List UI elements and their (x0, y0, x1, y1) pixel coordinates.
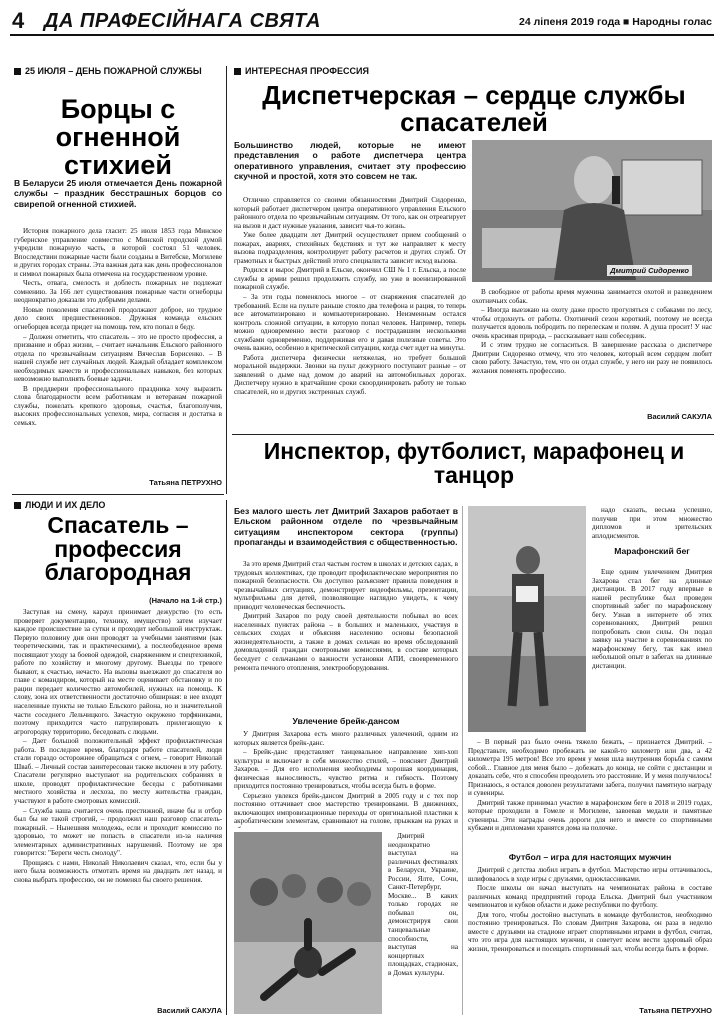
article3-title: Спасатель – профессия благородная (44, 512, 192, 586)
dispatcher-photo (472, 140, 712, 282)
article4-title: Инспектор, футболист, марафонец и танцор (263, 438, 685, 488)
paragraph: – Должен отметить, что спасатель – это не просто профессия, а призвание и образ жизни, – считает начальник Ельского районного отдела по чрезвычайным ситуациям Вячеслав Борисенко. – В нашей службе нет случайных людей. Каждый обладает комплексом необходимых качеств и профессиональных навыков, без которых невозможно выполнять боевые задачи. (14, 332, 222, 384)
paragraph: В преддверии профессионального праздника хочу выразить слова благодарности всем работникам и ветеранам пожарной службы, пожелать крепкого здоровья, счастья, благополучия, высоких профессиональных успехов, мира, согласия и достатка в семьях. (14, 384, 222, 428)
page-header (10, 6, 714, 36)
paragraph: – Иногда выезжаю на охоту даже просто прогуляться с собаками по лесу, чтобы отдохнуть от работы. Охотничий сезон короткий, поэтому не всегда получается вдоволь побродить по перелескам и полям. А душа просит! У нас очень красивая природа, – рассказывает наш собеседник. (472, 306, 712, 340)
breakdance-photo (234, 832, 382, 1014)
section-title: ДА ПРАФЕСІЙНАГА СВЯТА (44, 10, 321, 32)
article4-col2-after (468, 738, 712, 846)
article1-rubric: 25 ИЮЛЯ – ДЕНЬ ПОЖАРНОЙ СЛУЖБЫ (14, 66, 222, 77)
paragraph: За это время Дмитрий стал частым гостем в школах и детских садах, в трудовых коллективах, где проводит профилактические мероприятия по пожарной безопасности. Он доступно разъясняет правила поведения в чрезвычайных ситуациях, демонстрирует видеофильмы, презентации, мультфильмы для детей, позволяющие наглядно увидеть, к чему приводит человеческая беспечность. (234, 560, 458, 611)
article4-lead: Без малого шесть лет Дмитрий Захаров работает в Ельском районном отделе по чрезвычайным ситуациям инспектором сектора (группы) пропаганды и взаимодействия с общественностью. (234, 506, 458, 548)
paragraph: Для того, чтобы достойно выступать в команде футболистов, необходимо постоянно тренироваться. По словам Дмитрия Захарова, он раза в неделю вместе с друзьями на стадионе играет спортивными играми в футбол, считая, что это игра для настоящих мужчин, и советует всем вести здоровый образ жизни, тренироваться и посещать спортивный зал, чтобы всегда быть в форме. (468, 910, 712, 953)
paragraph: Дмитрий также принимал участие в марафонском беге в 2018 и 2019 годах, которые проходили в Гомеле и Могилеве, завоевав медали и памятные сувениры. Эти награды очень дороги для него и вместе со спортивными кубками и дипломами хранятся дома на полочке. (468, 798, 712, 833)
article4-signature: Татьяна ПЕТРУХНО (639, 1006, 712, 1015)
article3-body (14, 608, 222, 1000)
article4-sub-dance: Увлечение брейк-дансом (292, 716, 400, 726)
paragraph: У Дмитрия Захарова есть много различных увлечений, одним из которых является брейк-данс. (234, 730, 458, 747)
dispatcher-photo-illustration (472, 140, 712, 282)
paragraph: Уже более двадцати лет Дмитрий осуществляет прием сообщений о пожарах, авариях, стихийных бедствиях и тут же направляет к месту вызова подразделения, контролирует работу расчетов и других служб. От грамотных и быстрых действий этого специалиста зависит исход вызова. (234, 231, 466, 265)
paragraph: Заступая на смену, караул принимает дежурство (то есть проверяет документацию, технику, имущество) затем изучает каждое происшествие за сутки и проходит небольшой инструктаж. Первую половину дня они проводят за учебными занятиями (как теоретическими, так и практическими), а послеобеденное время посвящают уходу за боевой одеждой, снаряжением и спецтехникой, работе по хозяйству и многому другому. Выезды по тревоге бывают, к счастью, нечасто. На вызовы выезжают до спасателя во главе с командиром, который на месте оценивает обстановку и по рации передает количество автомобилей, нужных на помощь. К слову, зона их ответственности достаточно обширная: в нее входят населенные пункты не только Ельского района, но и значительной части соседнего Лельчицкого. Зачастую окружено торфяниками, поэтому приходится часто патрулировать прилегающую к агрогородку территорию, беседовать с людьми. (14, 608, 222, 736)
paragraph: Дмитрий с детства любил играть в футбол. Мастерство игры оттачивалось, шлифовалось в ходе игры с друзьями, одноклассниками. (468, 866, 712, 883)
paragraph: История пожарного дела гласит: 25 июля 1853 года Минское губернское управление совместно с Минской городской думой учредили пожарную часть, в которой состоял 51 человек. Впоследствии пожарные части были созданы в Витебске, Могилеве и других городах страны. Эта важная дата как день профессионалов и символ пожарных была отмечена на государственном уровне. (14, 227, 222, 278)
article1-lead: В Беларуси 25 июля отмечается День пожарной службы – праздник бесстрашных борцов со свирепой огненной стихией. (14, 178, 222, 209)
paragraph: – Брейк-данс представляет танцевальное направление хип-хоп культуры и включает в себя множество стилей, – поясняет Дмитрий Захаров. – Для его исполнения необходимы хорошая координация, физическая выносливость, чувство ритма и гибкость. Поэтому приходится постоянно тренироваться, чтобы всегда быть в форме. (234, 748, 458, 791)
divider-right (232, 434, 714, 435)
paragraph: Дмитрий Захаров по роду своей деятельности побывал во всех населенных пунктах района – в больших и маленьких, участвуя в сельских сходах и объясняя населению основы безопасной жизнедеятельности, а также в домах сельчан во время обследований домовладений граждан смотровыми комиссиями, в составе которых беседует с сельчанами о важности установки АПИ, своевременного ремонта печного отопления, электрооборудования. (234, 612, 458, 672)
marathon-photo (468, 506, 586, 732)
article1-body (14, 227, 222, 470)
article2-title: Диспетчерская – сердце службы спасателей (262, 80, 686, 137)
paragraph: Еще одним увлечением Дмитрия Захарова стал бег на длинные дистанции. В 2017 году впервые в нашей республике был проведен спортивный забег по марафонскому бегу. Узнав в интернете об этих соревнованиях, Дмитрий решил попробовать свои силы. Он подал заявку на участие в соревнованиях по марафонскому бегу, так как имел небольшой опыт в забегах на длинные дистанции. (592, 568, 712, 671)
article2-signature: Василий САКУЛА (647, 412, 712, 421)
article2-rubric: ИНТЕРЕСНАЯ ПРОФЕССИЯ (234, 66, 534, 77)
paragraph: После школы он начал выступать на чемпионатах района в составе различных команд предприятий города Ельска. Дмитрий был участником чемпионатов и кубков области и даже республики по футболу. (468, 884, 712, 910)
paragraph: Прощаясь с нами, Николай Николаевич сказал, что, если бы у него была возможность отмотать время на двадцать лет назад, и снова выбрать профессию, он не поменял бы своего решения. (14, 858, 222, 884)
paragraph: Серьезно увлекся брейк-дансом Дмитрий в 2005 году и с тех пор постоянно оттачивает свое мастерство тренировками. В движениях, включающих импровизационные переходы от оригинальной пластики к акробатическим элементам, сравнивают на голове, прыжкам на руках и (234, 791, 458, 826)
article4-sub-marathon: Марафонский бег (614, 546, 690, 556)
date-and-newspaper: 24 ліпеня 2019 года ■ Народны голас (519, 16, 712, 28)
paragraph: Новые поколения спасателей продолжают доброе, но трудное дело своих предшественников. Дружная команда ельских огнеборцев всегда придет на помощь тем, кто попал в беду. (14, 305, 222, 332)
paragraph: Дмитрий неоднократно выступал на различных фестивалях в Беларуси, Украине, России, Ялте, Сочи, Санкт-Петербург, Москве... В каких только городах не побывал он, демонстрируя свои танцевальные способности, выступая на концертных площадках, стадионах, в Домах культуры. (388, 832, 458, 977)
paragraph: надо сказать, весьма успешно, получив при этом множество дипломов и зрительских аплодисментов. (592, 506, 712, 540)
divider-article4 (462, 506, 463, 1015)
paragraph: – За эти годы поменялось многое – от снаряжения спасателей до требований. Если на пульте раньше стояло два телефона и рация, то теперь все автоматизировано и компьютеризировано. Неизменным остался контроль сложной ситуации, в которую попал человек. Например, теперь можно одновременно вести разговор с пострадавшим несколькими службами одновременно, поддерживая его и давая полезные советы. Это очень важно, особенно в критической ситуации, когда счет идет на минуты. (234, 293, 466, 353)
paragraph: Отлично справляется со своими обязанностями Дмитрий Сидоренко, который работает диспетчером центра оперативного управления Ельского районного отдела по чрезвычайным ситуациям. От того, как он отреагирует на вызов и даст нужные указания, зависит чья-то жизнь. (234, 196, 466, 230)
paragraph: И с этим трудно не согласиться. В завершение рассказа о диспетчере Дмитрии Сидоренко отмечу, что это человек, который всем сердцем любит свою работу. Зачастую, тем, что он отдал службе, у него ни разу не появилось желания поменять профессию. (472, 341, 712, 375)
marathon-photo-illustration (468, 506, 586, 732)
article3-rubric: ЛЮДИ И ИХ ДЕЛО (14, 500, 222, 511)
paragraph: – Дает большой положительный эффект профилактическая работа. В последнее время, благодаря работе спасателей, люди стали гораздо осторожнее обращаться с огнем, – говорит Николай Шваб. – Личный состав заинтересован также включен в эту работу. Спасатели регулярно выступают на родительских собраниях в школе, проводят профилактические беседы с работниками местного хозяйства и лесхоза, по месту жительства граждан, участвуют в работе смотровых комиссий. (14, 737, 222, 806)
divider-vertical-bottom (226, 500, 227, 1015)
article4-col1b (234, 730, 458, 828)
article4-col1 (234, 560, 458, 714)
divider-left (12, 494, 224, 495)
paragraph: Родился и вырос Дмитрий в Ельске, окончил СШ № 1 г. Ельска, а после службы в армии решил продолжить службу, но уже в военизированной пожарной службе. (234, 266, 466, 292)
article3-signature: Василий САКУЛА (157, 1006, 222, 1015)
paragraph: В свободное от работы время мужчина занимается охотой и разведением охотничьих собак. (472, 288, 712, 305)
article2-col1 (234, 196, 466, 428)
article4-sub-football: Футбол – игра для настоящих мужчин (508, 852, 672, 862)
article1-signature: Татьяна ПЕТРУХНО (149, 478, 222, 487)
dispatcher-photo-caption: Дмитрий Сидоренко (607, 265, 692, 276)
divider-vertical-top (226, 66, 227, 494)
breakdance-photo-illustration (234, 832, 382, 1014)
article3-continued: (Начало на 1-й стр.) (149, 596, 222, 605)
paragraph: Работа диспетчера физически нетяжелая, но требует большой моральной выдержки. Звонки на пульт дежурного поступают разные – от заявлений о дыме над домом до аварий на автомобильных дорогах. Диспетчеру нужно в кратчайшие сроки скоординировать работу не только спасателей, но и других экстренных служб. (234, 353, 466, 397)
paragraph: Честь, отвага, смелость и доблесть пожарных не подлежат сомнению. За 166 лет существования пожарные части огнеборцы неоднократно доказали это добрыми делами. (14, 279, 222, 305)
paragraph: – В первый раз было очень тяжело бежать, – признается Дмитрий. – Представьте, необходимо пробежать не какой-то километр или два, а 42 километра 195 метров! Все это время у меня шла внутренняя борьба с самим собой... Главное для меня было – добежать до конца, не сойти с дистанции и доказать себе, что я способен преодолеть это расстояние. И у меня получилось! Признаюсь, я остался доволен результатами забега, получил памятную награду и сувениры. (468, 738, 712, 798)
page-number: 4 (12, 8, 25, 33)
article2-col2 (472, 288, 712, 406)
article2-lead: Большинство людей, которые не имеют представления о работе диспетчера центра оперативного управления, считает эту профессию скучной и простой, хотя это совсем не так. (234, 140, 466, 182)
article4-col2-football (468, 866, 712, 1002)
article4-col1c (388, 832, 458, 1014)
paragraph: – Служба наша считается очень престижной, иначе бы и отбор был бы не такой строгий, – продолжил наш разговор спасатель-пожарный. – Нынешняя молодежь, если и проходит комиссию по здоровью, то может не попасть в спасатели из-за наличия элементарных административных нарушений. Поэтому не зря говорится: "Береги честь смолоду". (14, 806, 222, 858)
article4-col2-marathon (592, 568, 712, 732)
article1-title: Борцы с огненной стихией (55, 94, 181, 180)
